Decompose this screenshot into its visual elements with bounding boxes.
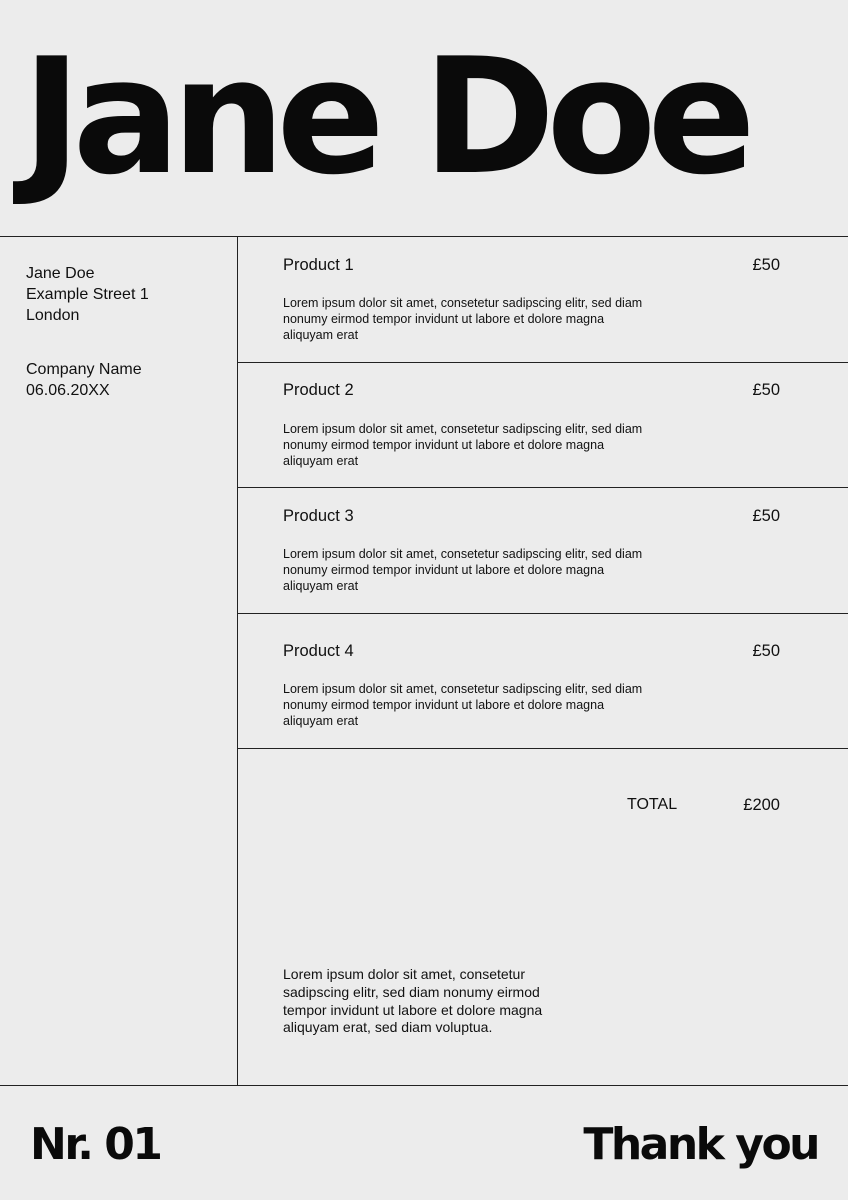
sender-company-block bbox=[26, 359, 142, 401]
total-value: £200 bbox=[743, 796, 780, 814]
sender-city: London bbox=[26, 307, 80, 324]
sender-street: Example Street 1 bbox=[26, 286, 149, 303]
item-name: Product 4 bbox=[283, 642, 354, 660]
item-price: £50 bbox=[752, 381, 780, 399]
total-label: TOTAL bbox=[627, 796, 678, 813]
sender-name: Jane Doe bbox=[26, 265, 95, 282]
item-description: Lorem ipsum dolor sit amet, consetetur sadipscing elitr, sed diam nonumy eirmod tempor invidunt ut labore et dolore magna aliquyam erat bbox=[283, 296, 643, 342]
header-divider bbox=[0, 236, 848, 237]
item-description: Lorem ipsum dolor sit amet, consetetur sadipscing elitr, sed diam nonumy eirmod tempor invidunt ut labore et dolore magna aliquyam erat bbox=[283, 422, 643, 468]
company-name: Company Name bbox=[26, 361, 142, 378]
invoice-date: 06.06.20XX bbox=[26, 382, 110, 399]
item-divider bbox=[237, 362, 848, 363]
item-price: £50 bbox=[752, 642, 780, 660]
item-divider bbox=[237, 748, 848, 749]
column-divider bbox=[237, 236, 238, 1086]
item-description: Lorem ipsum dolor sit amet, consetetur sadipscing elitr, sed diam nonumy eirmod tempor invidunt ut labore et dolore magna aliquyam erat bbox=[283, 547, 643, 593]
sender-address bbox=[26, 263, 149, 326]
invoice-number: Nr. 01 bbox=[30, 1119, 161, 1170]
item-description: Lorem ipsum dolor sit amet, consetetur sadipscing elitr, sed diam nonumy eirmod tempor invidunt ut labore et dolore magna aliquyam erat bbox=[283, 682, 643, 728]
item-price: £50 bbox=[752, 507, 780, 525]
invoice-title: Jane Doe bbox=[22, 23, 747, 210]
footer-divider bbox=[0, 1085, 848, 1086]
invoice-note: Lorem ipsum dolor sit amet, consetetur sadipscing elitr, sed diam nonumy eirmod tempor invidunt ut labore et dolore magna aliquyam erat, sed diam voluptua. bbox=[283, 966, 543, 1036]
thank-you-text: Thank you bbox=[583, 1119, 818, 1170]
item-name: Product 2 bbox=[283, 381, 354, 399]
item-divider bbox=[237, 487, 848, 488]
item-name: Product 1 bbox=[283, 256, 354, 274]
item-name: Product 3 bbox=[283, 507, 354, 525]
item-price: £50 bbox=[752, 256, 780, 274]
item-divider bbox=[237, 613, 848, 614]
